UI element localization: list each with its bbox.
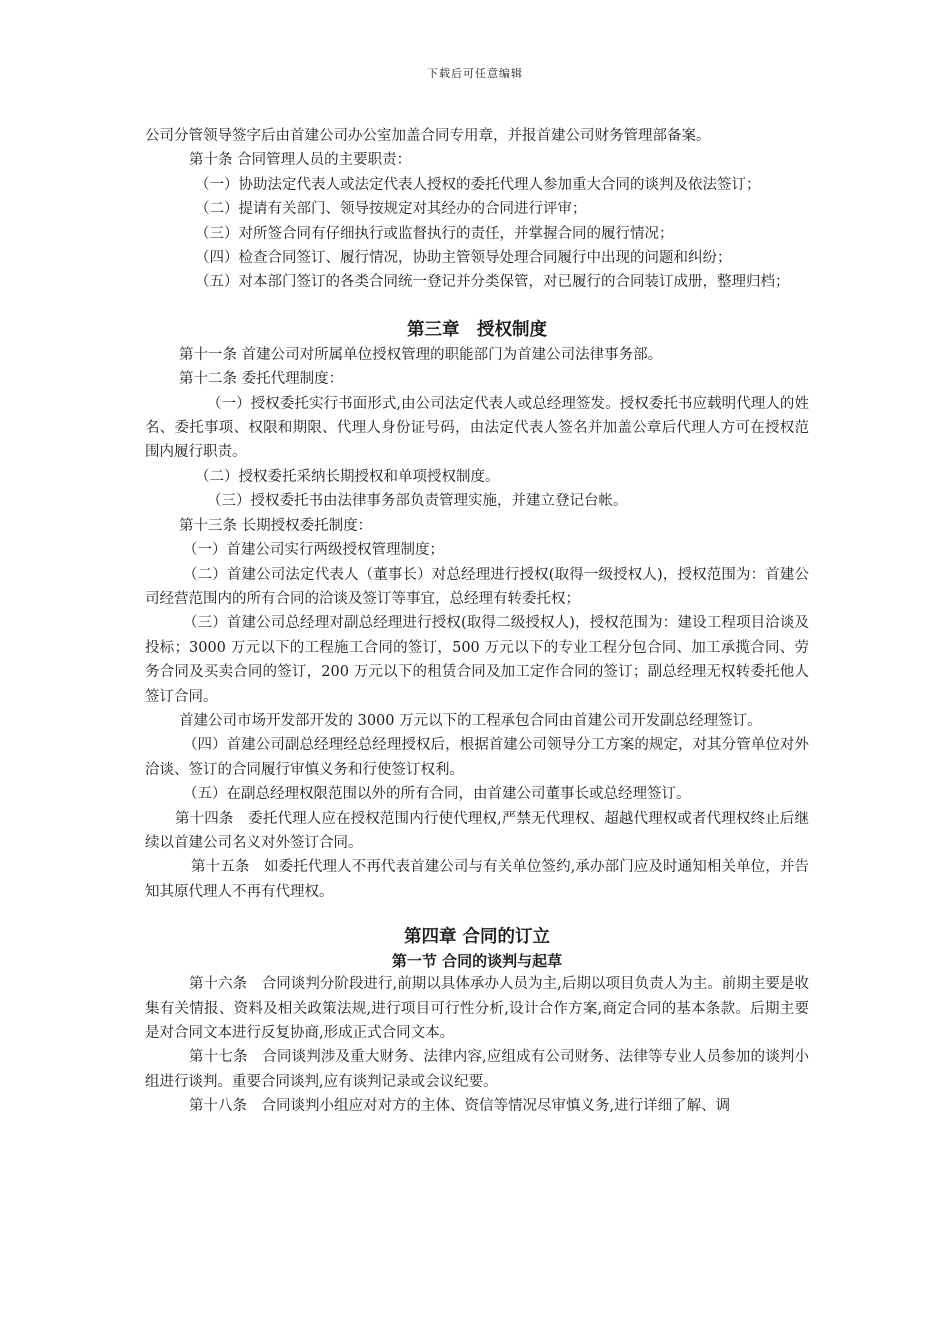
article-18: 第十八条 合同谈判小组应对对方的主体、资信等情况尽审慎义务,进行详细了解、调 bbox=[189, 1098, 731, 1115]
article-17: 第十七条 合同谈判涉及重大财务、法律内容,应组成有公司财务、法律等专业人员参加的谈判小组进行谈判。重要合同谈判,应有谈判记录或会议纪要。 bbox=[145, 1049, 809, 1090]
article-12: 第十二条 委托代理制度： bbox=[179, 371, 344, 388]
list-item: （三）对所签合同有仔细执行或监督执行的责任，并掌握合同的履行情况； bbox=[195, 225, 674, 242]
paragraph: 首建公司市场开发部开发的 3000 万元以下的工程承包合同由首建公司开发副总经理签订。 bbox=[179, 712, 762, 729]
article-13: 第十三条 长期授权委托制度： bbox=[179, 517, 373, 534]
document-body bbox=[145, 124, 809, 1119]
list-item: （四）检查合同签订、履行情况，协助主管领导处理合同履行中出现的问题和纠纷； bbox=[195, 250, 732, 267]
paragraph: 公司分管领导签字后由首建公司办公室加盖合同专用章，并报首建公司财务管理部备案。 bbox=[145, 128, 711, 144]
list-item: （一）协助法定代表人或法定代表人授权的委托代理人参加重大合同的谈判及依法签订； bbox=[195, 176, 761, 193]
list-item: （二）首建公司法定代表人（董事长）对总经理进行授权(取得一级授权人)，授权范围为：首建公司经营范围内的所有合同的洽谈及签订等事宜，总经理有转委托权； bbox=[145, 566, 809, 607]
list-item: （三）首建公司总经理对副总经理进行授权(取得二级授权人)，授权范围为：建设工程项目洽谈及投标；3000 万元以下的工程施工合同的签订，500 万元以下的专业工程分包合同、加工承揽合同、劳务合同及买卖合同的签订，200 万元以下的租赁合同及加工定作合同的签订；副总经理无权转委托他人签订合同。 bbox=[145, 615, 809, 705]
list-item: （一）授权委托实行书面形式,由公司法定代表人或总经理签发。授权委托书应载明代理人的姓名、委托事项、权限和期限、代理人身份证号码，由法定代表人签名并加盖公章后代理人方可在授权范围内履行职责。 bbox=[145, 395, 809, 461]
page-header: 下载后可任意编辑 bbox=[427, 67, 523, 80]
list-item: （一）首建公司实行两级授权管理制度； bbox=[183, 542, 444, 559]
chapter-3-title: 第三章 授权制度 bbox=[407, 319, 547, 340]
list-item: （四）首建公司副总经理经总经理授权后，根据首建公司领导分工方案的规定，对其分管单位对外洽谈、签订的合同履行审慎义务和行使签订权利。 bbox=[145, 737, 809, 778]
article-16: 第十六条 合同谈判分阶段进行,前期以具体承办人员为主,后期以项目负责人为主。前期主要是收集有关情报、资料及相关政策法规,进行项目可行性分析,设计合作方案,商定合同的基本条款。后期主要是对合同文本进行反复协商,形成正式合同文本。 bbox=[145, 976, 809, 1041]
list-item: （五）对本部门签订的各类合同统一登记并分类保管，对已履行的合同装订成册，整理归档； bbox=[195, 274, 790, 291]
article-14: 第十四条 委托代理人应在授权范围内行使代理权,严禁无代理权、超越代理权或者代理权终止后继续以首建公司名义对外签订合同。 bbox=[145, 810, 809, 851]
chapter-4-title: 第四章 合同的订立 bbox=[403, 927, 551, 948]
article-11: 第十一条 首建公司对所属单位授权管理的职能部门为首建公司法律事务部。 bbox=[179, 346, 663, 363]
article-15: 第十五条 如委托代理人不再代表首建公司与有关单位签约,承办部门应及时通知相关单位，并告知其原代理人不再有代理权。 bbox=[145, 859, 809, 900]
list-item: （五）在副总经理权限范围以外的所有合同，由首建公司董事长或总经理签订。 bbox=[183, 786, 691, 803]
list-item: （三）授权委托书由法律事务部负责管理实施，并建立登记台帐。 bbox=[207, 493, 628, 510]
article-10: 第十条 合同管理人员的主要职责： bbox=[189, 152, 412, 169]
list-item: （二）提请有关部门、领导按规定对其经办的合同进行评审； bbox=[195, 201, 587, 218]
section-1-title: 第一节 合同的谈判与起草 bbox=[391, 952, 563, 971]
list-item: （二）授权委托采纳长期授权和单项授权制度。 bbox=[195, 468, 500, 485]
